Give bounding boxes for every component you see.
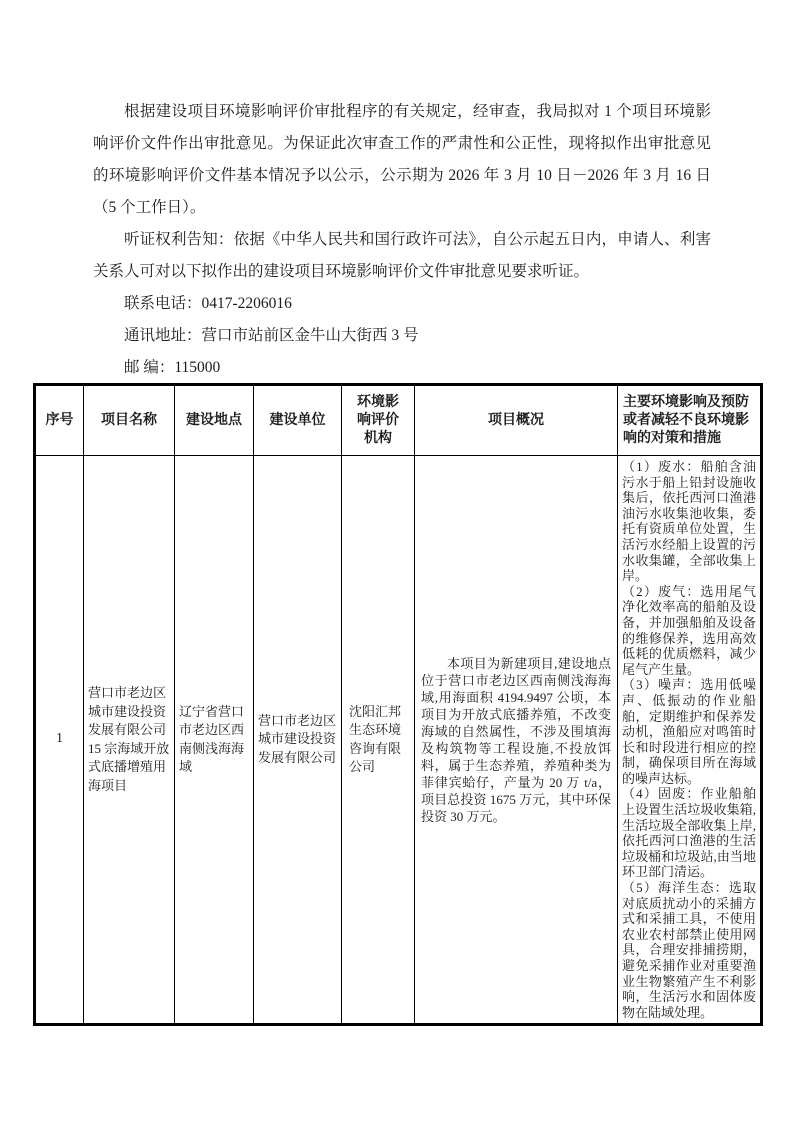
table-header-row (35, 385, 762, 456)
contact-address-line: 通讯地址：营口市站前区金牛山大街西 3 号 (124, 327, 419, 344)
eia-projects-table (33, 383, 763, 1026)
header-location: 建设地点 (175, 385, 254, 456)
cell-eia-agency: 沈阳汇邦生态环境咨询有限公司 (342, 456, 415, 1025)
cell-location: 辽宁省营口市老边区西南侧浅海海域 (175, 456, 254, 1025)
paragraph-approval-notice: 根据建设项目环境影响评价审批程序的有关规定，经审查，我局拟对 1 个项目环境影响评价文件作出审批意见。为保证此次审查工作的严肃性和公正性，现将拟作出审批意见的环境影响评价文件基本情况予以公示，公示期为 2026 年 3 月 10 日－2026 年 3 月 16 日（5 个工作日）。 (93, 103, 711, 216)
overview-text: 本项目为新建项目,建设地点位于营口市老边区西南侧浅海海域,用海面积 4194.9497 公顷，本项目为开放式底播养殖，不改变海域的自然属性，不涉及围填海及构筑物等工程设施,不投放饵料，属于生态养殖，养殖种类为菲律宾蛤仔，产量为 20 万 t/a，项目总投资 1675 万元，其中环保投资 30 万元。 (421, 655, 611, 824)
measure-noise: （3）噪声：选用低噪声、低振动的作业船舶，定期维护和保养发动机，渔船应对鸣笛时长和时段进行相应的控制，确保项目所在海域的噪声达标。 (622, 677, 756, 786)
header-construction-unit: 建设单位 (254, 385, 342, 456)
header-overview: 项目概况 (415, 385, 618, 456)
contact-postcode-line: 邮 编：115000 (124, 359, 221, 376)
header-project-name: 项目名称 (84, 385, 175, 456)
table-row (35, 456, 762, 1025)
header-eia-agency: 环境影响评价机构 (342, 385, 415, 456)
measure-marine-ecology: （5）海洋生态：选取对底质扰动小的采捕方式和采捕工具，不使用农业农村部禁止使用网具，合理安排捕捞期，避免采捕作业对重要渔业生物繁殖产生不利影响，生活污水和固体废物在陆域处理。 (622, 880, 756, 1020)
measure-solid-waste: （4）固废：作业船舶上设置生活垃圾收集箱,生活垃圾全部收集上岸,依托西河口渔港的生活垃圾桶和垃圾站,由当地环卫部门清运。 (622, 786, 756, 880)
cell-project-name: 营口市老边区城市建设投资发展有限公司15 宗海域开放式底播增殖用海项目 (84, 456, 175, 1025)
cell-seq: 1 (35, 456, 84, 1025)
cell-construction-unit: 营口市老边区城市建设投资发展有限公司 (254, 456, 342, 1025)
header-measures: 主要环境影响及预防或者减轻不良环境影响的对策和措施 (618, 385, 762, 456)
paragraph-hearing-rights: 听证权利告知：依据《中华人民共和国行政许可法》，自公示起五日内，申请人、利害关系人可对以下拟作出的建设项目环境影响评价文件审批意见要求听证。 (93, 231, 711, 280)
contact-phone-line: 联系电话：0417-2206016 (124, 295, 292, 312)
measure-wastewater: （1）废水：船舶含油污水于船上铅封设施收集后，依托西河口渔港油污水收集池收集，委托有资质单位处置，生活污水经船上设置的污水收集罐，全部收集上岸。 (622, 459, 756, 584)
cell-measures (618, 456, 762, 1025)
cell-overview (415, 456, 618, 1025)
intro-section (93, 96, 711, 384)
measure-exhaust-gas: （2）废气：选用尾气净化效率高的船舶及设备，并加强船舶及设备的维修保养，选用高效低耗的优质燃料，减少尾气产生量。 (622, 583, 756, 677)
header-seq: 序号 (35, 385, 84, 456)
